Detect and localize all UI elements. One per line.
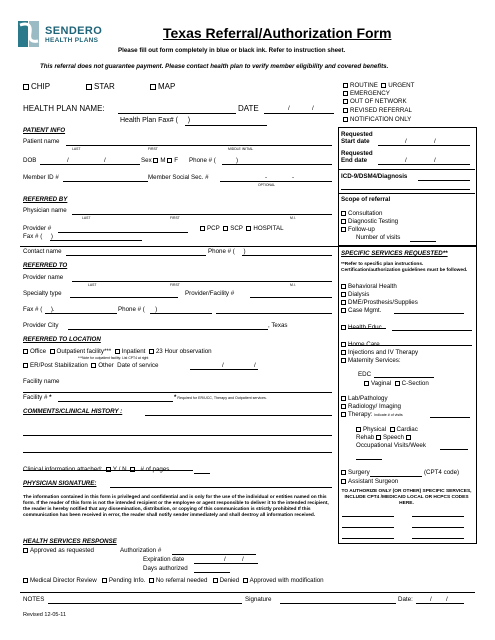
provider-name-label: Provider name xyxy=(23,274,64,281)
health-educ-field[interactable] xyxy=(392,330,472,331)
icd-field-2[interactable] xyxy=(341,189,470,190)
visits-label: Number of visits xyxy=(356,234,401,241)
checkbox[interactable] xyxy=(341,470,346,475)
checkbox[interactable] xyxy=(343,99,348,104)
response-date-field[interactable] xyxy=(416,603,464,604)
form-subtitle: Please fill out form completely in blue or black ink. Refer to instruction sheet. xyxy=(118,47,346,54)
checkbox[interactable] xyxy=(23,363,28,368)
checkbox[interactable] xyxy=(343,83,348,88)
icd-label: ICD-9/DSM4/Diagnosis xyxy=(341,173,408,180)
checkbox[interactable] xyxy=(167,158,172,163)
divider xyxy=(338,169,475,170)
service-assistant[interactable]: Assistant Surgeon xyxy=(341,478,398,485)
strikethrough xyxy=(23,470,193,471)
date-slash: / xyxy=(405,157,407,164)
sub-label: FIRST xyxy=(170,283,180,287)
sub-label: LAST xyxy=(88,283,97,287)
referred-to-phone-field[interactable] xyxy=(150,313,212,314)
logo-name: SENDERO xyxy=(45,25,103,37)
sex-selector: Sex M F xyxy=(141,157,179,164)
edc-field[interactable] xyxy=(374,377,434,378)
checkbox[interactable] xyxy=(23,578,28,583)
date-slash: / xyxy=(288,105,290,112)
revised-date: Revised 12-05-11 xyxy=(23,612,67,618)
sub-label: LAST xyxy=(82,216,91,220)
contact-phone-field[interactable] xyxy=(242,255,332,256)
checkbox[interactable] xyxy=(91,363,96,368)
services-note-2: Certification/authorization guidelines must be followed. xyxy=(341,268,468,273)
dob-label: DOB xyxy=(23,157,37,164)
referred-by-fax-field[interactable] xyxy=(50,240,142,241)
plan-map[interactable]: MAP xyxy=(150,82,175,91)
date-slash: / xyxy=(104,157,106,164)
sub-label: M.I. xyxy=(290,216,296,220)
referred-to-fax-label: Fax # ( ). xyxy=(23,306,55,313)
required-note: * Required for ER/UCC, Therapy and Outpatient services. xyxy=(174,395,267,401)
request-emergency[interactable]: EMERGENCY xyxy=(343,90,390,97)
form-title: Texas Referral/Authorization Form xyxy=(163,25,392,41)
response-signature-label: Signature xyxy=(245,596,272,603)
facility-num-label: Facility # * xyxy=(23,394,52,401)
outpatient-note: ***Note for outpatient facility: List CPT4 at right xyxy=(78,356,149,360)
checkbox[interactable] xyxy=(341,219,346,224)
specific-services-header: SPECIFIC SERVICES REQUESTED** xyxy=(341,250,448,257)
location-header: REFERRED TO LOCATION xyxy=(23,336,101,343)
checkbox[interactable] xyxy=(395,381,400,386)
service-maternity[interactable]: Maternity Services: xyxy=(341,357,401,364)
services-note-1: **Refer to specific plan instructions. xyxy=(341,262,424,267)
request-revised[interactable]: REVISED REFERRAL xyxy=(343,107,412,114)
date-of-service-field[interactable] xyxy=(190,369,258,370)
exp-label: Expiration date xyxy=(143,556,185,563)
referred-to-phone-label: Phone # ( ) xyxy=(118,306,158,313)
code-field[interactable] xyxy=(342,527,394,528)
strikethrough xyxy=(348,328,386,329)
provider-name-field[interactable] xyxy=(72,281,332,282)
referrer-type: PCP SCP HOSPITAL xyxy=(200,225,284,232)
patient-phone-label: Phone # ( xyxy=(189,157,216,164)
notes-field[interactable] xyxy=(48,603,242,604)
request-out-of-network[interactable]: OUT OF NETWORK xyxy=(343,98,407,105)
checkbox[interactable] xyxy=(115,349,120,354)
date-slash: / xyxy=(242,556,244,563)
sendero-logo-icon xyxy=(18,17,42,51)
cpt-field[interactable] xyxy=(370,476,422,477)
physician-name-label: Physician name xyxy=(23,207,67,214)
checkbox[interactable] xyxy=(102,578,107,583)
days-label: Days authorized xyxy=(143,565,188,572)
contact-name-label: Contact name xyxy=(23,248,62,255)
dob-field[interactable] xyxy=(40,164,140,165)
sub-label: FIRST xyxy=(170,216,180,220)
contact-phone-label: Phone # ( ) xyxy=(208,248,246,255)
dash: - xyxy=(292,174,295,181)
eligibility-notice: This referral does not guarantee payment. Please contact health plan to verify member eligibility and covered benefits. xyxy=(40,63,389,70)
response-date-label: Date: xyxy=(398,596,413,603)
requested-start-label: Requested Start date xyxy=(341,131,373,145)
health-plan-fax-field[interactable] xyxy=(185,125,267,126)
checkbox[interactable] xyxy=(246,226,251,231)
checkbox[interactable] xyxy=(341,479,346,484)
service-case-mgmt[interactable]: Case Mgmt. xyxy=(341,307,381,314)
facility-name-label: Facility name xyxy=(23,378,60,385)
cpt-label: (CPT4 code) xyxy=(424,469,460,476)
checkbox[interactable] xyxy=(341,300,346,305)
physician-name-field[interactable] xyxy=(72,214,332,215)
provider-num-field[interactable] xyxy=(58,232,188,233)
patient-name-label: Patient name xyxy=(23,138,60,145)
patient-phone-field[interactable] xyxy=(222,164,332,165)
scope-header: Scope of referral xyxy=(341,196,391,203)
referred-by-header: REFERRED BY xyxy=(23,196,68,203)
delivery-type: Vaginal C-Section xyxy=(364,380,429,387)
social-label: Member Social Sec. # xyxy=(148,174,209,181)
provider-facility-field[interactable] xyxy=(250,297,332,298)
dash: - xyxy=(265,174,268,181)
service-injections[interactable]: Injections and IV Therapy xyxy=(341,349,418,356)
sub-label: LAST xyxy=(72,147,81,151)
contact-name-field[interactable] xyxy=(66,255,206,256)
provider-city-label: Provider City xyxy=(23,322,59,329)
scope-follow-up[interactable]: Follow-up xyxy=(341,226,375,233)
checkbox[interactable] xyxy=(341,227,346,232)
service-surgery[interactable]: Surgery xyxy=(341,469,370,476)
approved-as-requested[interactable]: Approved as requested xyxy=(23,547,94,554)
checkbox[interactable] xyxy=(390,427,395,432)
checkbox[interactable] xyxy=(341,404,346,409)
date-slash: / xyxy=(405,138,407,145)
occupational-field-2[interactable] xyxy=(356,459,382,460)
sub-label: M.I. xyxy=(290,283,296,287)
checkbox[interactable] xyxy=(200,226,205,231)
comments-line[interactable] xyxy=(23,452,332,453)
code-field[interactable] xyxy=(412,538,464,539)
auth-label: Authorization # xyxy=(120,547,162,554)
service-health-educ[interactable]: Health Educ. xyxy=(341,324,383,331)
request-routine[interactable]: ROUTINE URGENT xyxy=(343,82,414,89)
patient-info-header: PATIENT INFO xyxy=(23,127,66,134)
logo xyxy=(18,17,118,51)
service-home-care[interactable]: Home Care xyxy=(341,341,380,348)
therapy-physical: Physical Cardiac xyxy=(356,426,418,433)
provider-city-field[interactable] xyxy=(68,329,268,330)
health-plan-fax-label: Health Plan Fax# ( ) xyxy=(120,117,191,124)
date-field[interactable] xyxy=(264,113,334,114)
date-slash: / xyxy=(224,556,226,563)
requested-end-label: Requested End date xyxy=(341,150,373,164)
referred-to-phone-field-2[interactable] xyxy=(216,313,332,314)
sub-label: MIDDLE INITIAL xyxy=(228,147,254,151)
therapy-rehab: Rehab Speech xyxy=(356,434,413,441)
checkbox[interactable] xyxy=(356,427,361,432)
comments-line[interactable] xyxy=(23,435,332,436)
checkbox[interactable] xyxy=(341,412,346,417)
logo-subname: HEALTH PLANS xyxy=(45,37,99,44)
notes-label: NOTES xyxy=(23,596,45,603)
service-dialysis[interactable]: Dialysis xyxy=(341,291,369,298)
date-slash: / xyxy=(254,362,256,369)
service-radiology[interactable]: Radiology/ Imaging xyxy=(341,403,401,410)
plan-star[interactable]: STAR xyxy=(86,82,115,91)
checkbox[interactable] xyxy=(341,350,346,355)
patient-name-field[interactable] xyxy=(66,145,332,146)
provider-num-label: Provider # xyxy=(23,225,52,232)
date-label: DATE xyxy=(238,104,259,113)
plan-chip[interactable]: CHIP xyxy=(23,82,50,91)
social-field[interactable] xyxy=(220,181,332,182)
end-date-field[interactable] xyxy=(378,164,470,165)
checkbox[interactable] xyxy=(149,578,154,583)
checkbox[interactable] xyxy=(341,396,346,401)
visits-field[interactable] xyxy=(410,241,436,242)
member-id-label: Member ID # xyxy=(23,174,59,181)
health-plan-name-field[interactable] xyxy=(118,113,236,114)
checkbox[interactable] xyxy=(364,381,369,386)
checkbox[interactable] xyxy=(381,83,386,88)
code-field[interactable] xyxy=(342,538,394,539)
code-field[interactable] xyxy=(342,516,394,517)
checkbox[interactable] xyxy=(223,226,228,231)
sub-label: FIRST xyxy=(148,147,158,151)
response-divider xyxy=(20,592,475,593)
date-slash: / xyxy=(446,596,448,603)
provider-facility-label: Provider/Facility # xyxy=(185,290,235,297)
referred-by-fax-label: Fax # ( ) xyxy=(23,233,53,240)
confidential-notice: The information contained in this form is privileged and confidential and is only for the use of the individual or entities named on this form. If the reader of this form is not the intended recipient or the employee or agent responsible to deliver it to the intended recipient, the reader is hereby notified that any dissemination, distribution, or copying of this communication is strictly prohibited If this communication has been received in error, the reader shall notify sender immediately and shall destroy all information received. xyxy=(23,495,329,518)
checkbox[interactable] xyxy=(86,84,92,90)
member-id-field[interactable] xyxy=(63,181,148,182)
code-field[interactable] xyxy=(412,516,464,517)
service-behavioral[interactable]: Behavioral Health xyxy=(341,283,397,290)
signature-header: PHYSICIAN SIGNATURE: xyxy=(23,480,97,487)
location-options: Office Outpatient facility*** Inpatient 23 Hour observation xyxy=(23,348,212,355)
referred-to-header: REFERRED TO xyxy=(23,262,68,269)
service-therapy[interactable]: Therapy: Indicate # of visits xyxy=(341,411,403,419)
pages-field[interactable] xyxy=(194,473,210,474)
service-lab[interactable]: Lab/Pathology xyxy=(341,395,388,402)
date-slash: / xyxy=(222,362,224,369)
days-field[interactable] xyxy=(194,572,230,573)
specialty-field[interactable] xyxy=(70,297,178,298)
checkbox[interactable] xyxy=(23,548,28,553)
checkbox[interactable] xyxy=(343,108,348,113)
therapy-field[interactable] xyxy=(430,417,470,418)
code-field[interactable] xyxy=(412,527,464,528)
health-plan-name-label: HEALTH PLAN NAME: xyxy=(23,104,105,113)
occupational-field[interactable] xyxy=(440,449,468,450)
auth-field[interactable] xyxy=(172,554,256,555)
edc-label: EDC xyxy=(358,371,372,378)
section-divider xyxy=(20,246,338,247)
checkbox[interactable] xyxy=(153,158,158,163)
paren: ) xyxy=(236,157,239,164)
checkbox[interactable] xyxy=(376,435,381,440)
facility-name-field[interactable] xyxy=(23,392,332,393)
date-slash: / xyxy=(312,105,314,112)
comments-line[interactable] xyxy=(145,415,332,416)
referred-to-fax-field[interactable] xyxy=(45,313,117,314)
facility-num-field[interactable] xyxy=(58,401,173,402)
checkbox[interactable] xyxy=(341,358,346,363)
checkbox[interactable] xyxy=(23,84,29,90)
checkbox[interactable] xyxy=(341,211,346,216)
scope-diagnostic[interactable]: Diagnostic Testing xyxy=(341,218,398,225)
checkbox[interactable] xyxy=(343,117,348,122)
checkbox[interactable] xyxy=(341,284,346,289)
location-options-2: ER/Post Stabilization Other Date of service xyxy=(23,362,158,369)
checkbox[interactable] xyxy=(343,91,348,96)
checkbox[interactable] xyxy=(149,349,154,354)
request-notification[interactable]: NOTIFICATION ONLY xyxy=(343,116,411,123)
checkbox[interactable] xyxy=(50,349,55,354)
date-slash: / xyxy=(430,596,432,603)
case-mgmt-field[interactable] xyxy=(394,313,464,314)
scope-consultation[interactable]: Consultation xyxy=(341,210,382,217)
date-slash: / xyxy=(434,157,436,164)
date-slash: / xyxy=(434,138,436,145)
response-signature-field[interactable] xyxy=(280,603,396,604)
checkbox[interactable] xyxy=(341,325,346,330)
service-dme[interactable]: DME/Prosthesis/Supplies xyxy=(341,299,418,306)
specialty-label: Specialty type xyxy=(23,290,62,297)
authorize-note: TO AUTHORIZE ONLY (OR OTHER) SPECIFIC SERVICES, INCLUDE CPT4 /MEDICAID LOCAL OR HCPCS CODES HERE. xyxy=(341,489,472,506)
checkbox[interactable] xyxy=(243,578,248,583)
response-options: Medical Director Review Pending Info. No referral needed Denied Approved with modification xyxy=(23,577,324,584)
therapy-occupational: Occupational Visits/Week xyxy=(356,442,426,449)
comments-header: COMMENTS/CLINICAL HISTORY : xyxy=(23,408,123,415)
divider xyxy=(338,193,475,194)
signature-field[interactable] xyxy=(110,487,332,488)
checkbox[interactable] xyxy=(406,435,411,440)
optional-label: OPTIONAL xyxy=(258,183,276,187)
start-date-field[interactable] xyxy=(378,145,470,146)
strikethrough xyxy=(348,345,472,346)
clinical-info: Clinical information attached: Y / N # of pages xyxy=(23,466,170,473)
icd-field[interactable] xyxy=(418,180,470,181)
exp-field[interactable] xyxy=(194,563,258,564)
checkbox[interactable] xyxy=(341,342,346,347)
checkbox[interactable] xyxy=(213,578,218,583)
checkbox[interactable] xyxy=(150,84,156,90)
checkbox[interactable] xyxy=(23,349,28,354)
response-header: HEALTH SERVICES RESPONSE xyxy=(23,538,117,545)
texas-label: , Texas xyxy=(268,322,288,329)
checkbox[interactable] xyxy=(341,292,346,297)
date-slash: / xyxy=(67,157,69,164)
checkbox[interactable] xyxy=(341,308,346,313)
